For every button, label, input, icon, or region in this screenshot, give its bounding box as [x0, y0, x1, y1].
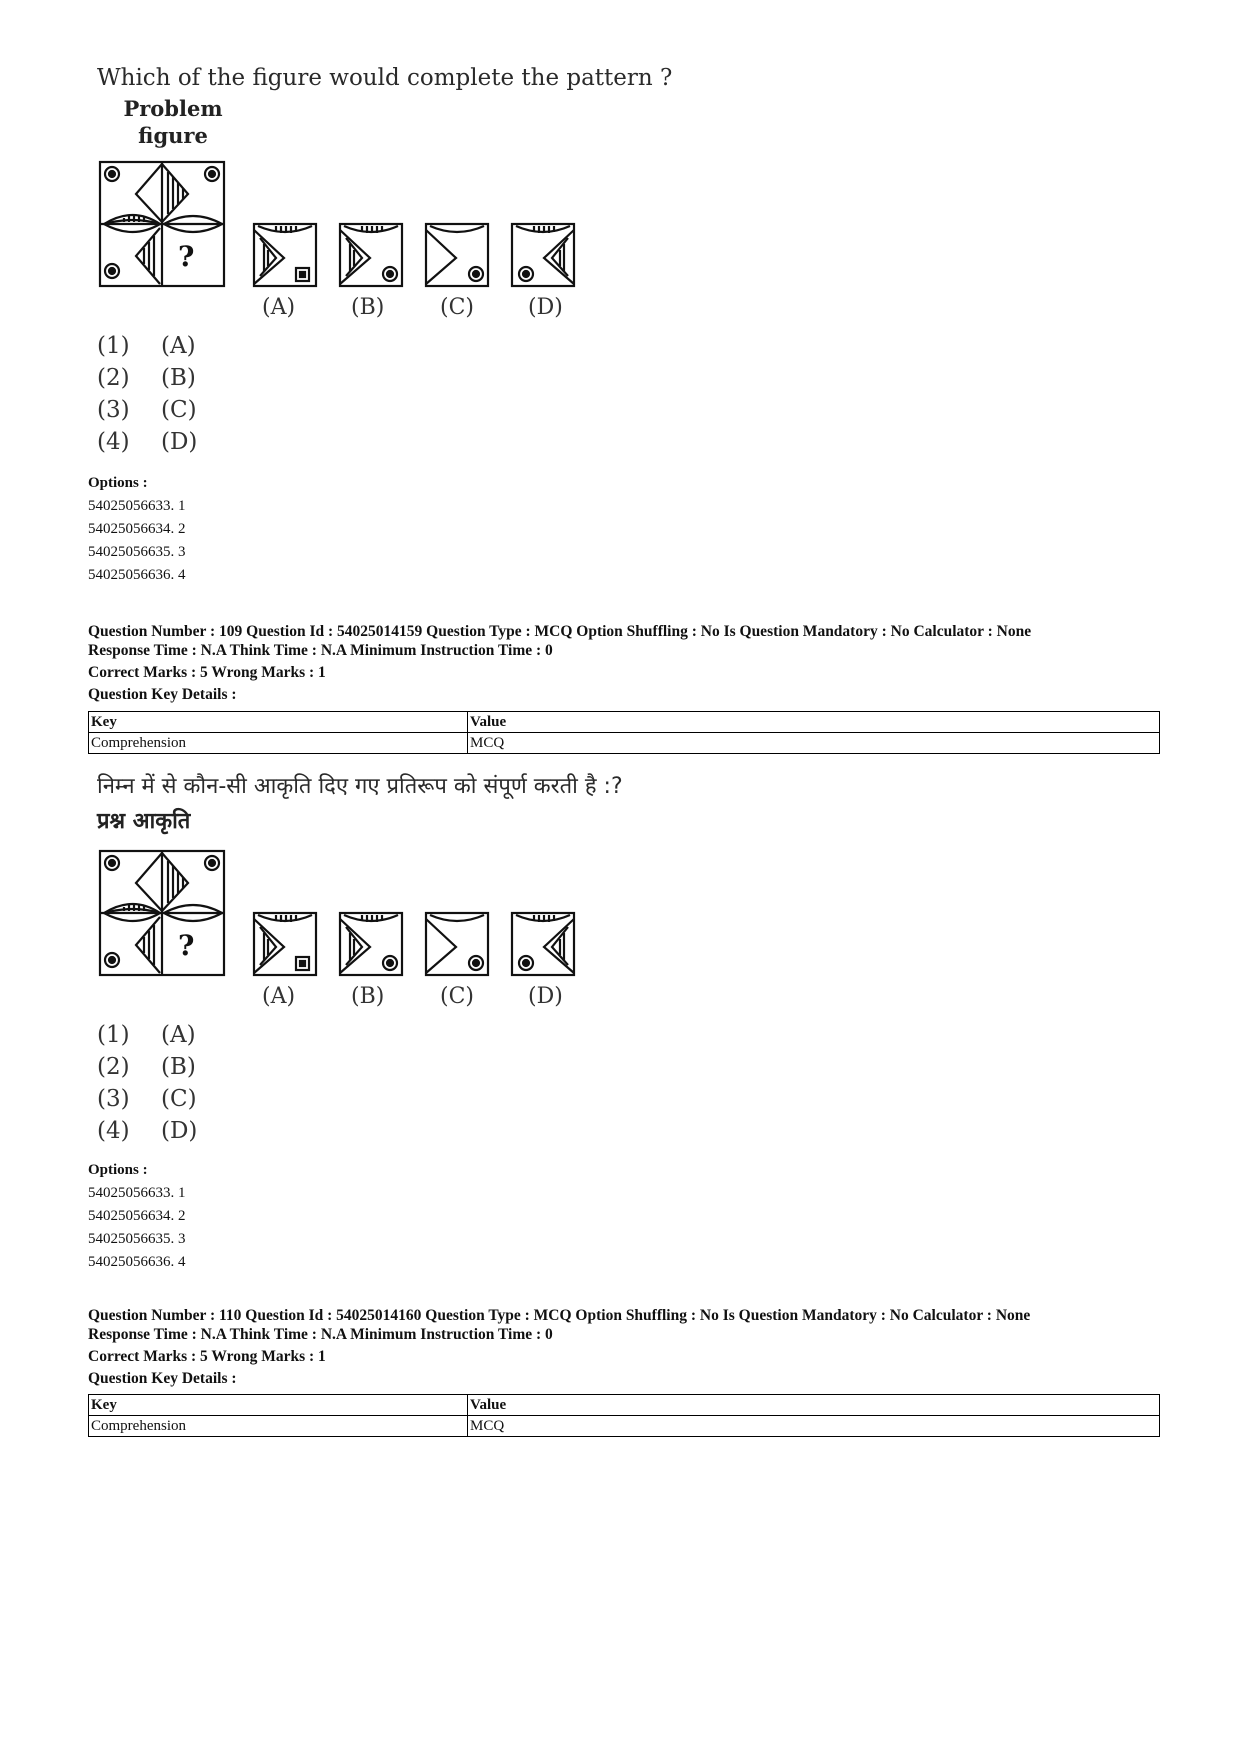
fig-label-b: (B)	[351, 984, 385, 1009]
choice-item	[97, 333, 197, 365]
choice-list-hindi	[97, 1022, 197, 1150]
problem-figure-grid	[100, 851, 224, 975]
meta-line2: Response Time : N.A Think Time : N.A Minimum Instruction Time : 0	[88, 642, 553, 659]
option-id: 54025056633. 1	[88, 498, 186, 514]
choice-number: (4)	[97, 1118, 130, 1144]
table-row	[89, 1416, 1160, 1437]
choice-item	[97, 397, 197, 429]
table-header-key: Key	[89, 712, 468, 733]
options-block-hindi	[88, 1159, 186, 1274]
question-mark: ?	[178, 240, 195, 273]
meta-line1: Question Number : 109 Question Id : 54025014159 Question Type : MCQ Option Shuffling : No Is Question Mandatory : No Calculator : None	[88, 623, 1032, 640]
option-id: 54025056636. 4	[88, 1254, 186, 1270]
table-header-row	[89, 712, 1160, 733]
pattern-figure-hindi	[96, 845, 596, 1011]
problem-figure-label	[118, 95, 228, 149]
choice-item	[97, 1086, 197, 1118]
option-figure-d	[512, 913, 574, 975]
choice-item	[97, 429, 197, 461]
fig-label-b: (B)	[351, 295, 385, 320]
question-meta-110	[88, 1306, 1030, 1388]
fig-label-a: (A)	[262, 984, 296, 1009]
option-id: 54025056636. 4	[88, 567, 186, 583]
choice-item	[97, 1022, 197, 1054]
pattern-figure	[96, 156, 596, 322]
meta-line1: Question Number : 110 Question Id : 54025014160 Question Type : MCQ Option Shuffling : No Is Question Mandatory : No Calculator : None	[88, 1307, 1031, 1324]
marks-line: Correct Marks : 5 Wrong Marks : 1	[88, 664, 326, 681]
problem-figure-label-line2: figure	[138, 123, 208, 148]
choice-number: (4)	[97, 429, 130, 455]
table-cell-value: MCQ	[468, 733, 1160, 754]
fig-label-d: (D)	[528, 984, 563, 1009]
fig-label-c: (C)	[440, 984, 474, 1009]
table-cell-key: Comprehension	[89, 733, 468, 754]
choice-letter: (D)	[161, 1118, 198, 1144]
choice-number: (1)	[97, 1022, 130, 1048]
key-details-label: Question Key Details :	[88, 1370, 237, 1387]
option-figure-c	[426, 913, 488, 975]
table-row	[89, 733, 1160, 754]
choice-letter: (D)	[161, 429, 198, 455]
problem-figure-grid	[100, 162, 224, 286]
table-header-value: Value	[468, 1395, 1160, 1416]
question-meta-109	[88, 622, 1031, 704]
option-figure-c	[426, 224, 488, 286]
question-mark: ?	[178, 929, 195, 962]
choice-item	[97, 365, 197, 397]
choice-letter: (A)	[161, 1022, 196, 1048]
option-id: 54025056634. 2	[88, 1208, 186, 1224]
table-header-row	[89, 1395, 1160, 1416]
option-figure-a	[254, 224, 316, 286]
choice-number: (1)	[97, 333, 130, 359]
choice-number: (2)	[97, 1054, 130, 1080]
choice-letter: (B)	[161, 365, 196, 391]
problem-figure-label-line1: Problem	[123, 96, 223, 121]
choice-list	[97, 333, 197, 461]
options-block	[88, 472, 186, 587]
choice-number: (3)	[97, 1086, 130, 1112]
question-text: Which of the figure would complete the pattern ?	[97, 65, 673, 91]
choice-item	[97, 1054, 197, 1086]
option-figure-d	[512, 224, 574, 286]
meta-line2: Response Time : N.A Think Time : N.A Minimum Instruction Time : 0	[88, 1326, 553, 1343]
choice-letter: (C)	[161, 397, 197, 423]
choice-number: (2)	[97, 365, 130, 391]
choice-letter: (A)	[161, 333, 196, 359]
fig-label-a: (A)	[262, 295, 296, 320]
options-heading: Options :	[88, 475, 148, 491]
option-id: 54025056635. 3	[88, 1231, 186, 1247]
key-table-109	[88, 711, 1160, 754]
options-heading: Options :	[88, 1162, 148, 1178]
option-id: 54025056633. 1	[88, 1185, 186, 1201]
option-figure-a	[254, 913, 316, 975]
table-header-value: Value	[468, 712, 1160, 733]
choice-item	[97, 1118, 197, 1150]
choice-number: (3)	[97, 397, 130, 423]
question-text-hindi: निम्न में से कौन-सी आकृति दिए गए प्रतिरूप को संपूर्ण करती है :?	[97, 774, 623, 799]
table-cell-key: Comprehension	[89, 1416, 468, 1437]
fig-label-c: (C)	[440, 295, 474, 320]
fig-label-d: (D)	[528, 295, 563, 320]
table-cell-value: MCQ	[468, 1416, 1160, 1437]
choice-letter: (B)	[161, 1054, 196, 1080]
option-id: 54025056635. 3	[88, 544, 186, 560]
choice-letter: (C)	[161, 1086, 197, 1112]
table-header-key: Key	[89, 1395, 468, 1416]
key-details-label: Question Key Details :	[88, 686, 237, 703]
option-figure-b	[340, 224, 402, 286]
marks-line: Correct Marks : 5 Wrong Marks : 1	[88, 1348, 326, 1365]
option-figure-b	[340, 913, 402, 975]
problem-figure-label-hindi: प्रश्न आकृति	[97, 809, 191, 834]
option-id: 54025056634. 2	[88, 521, 186, 537]
key-table-110	[88, 1394, 1160, 1437]
